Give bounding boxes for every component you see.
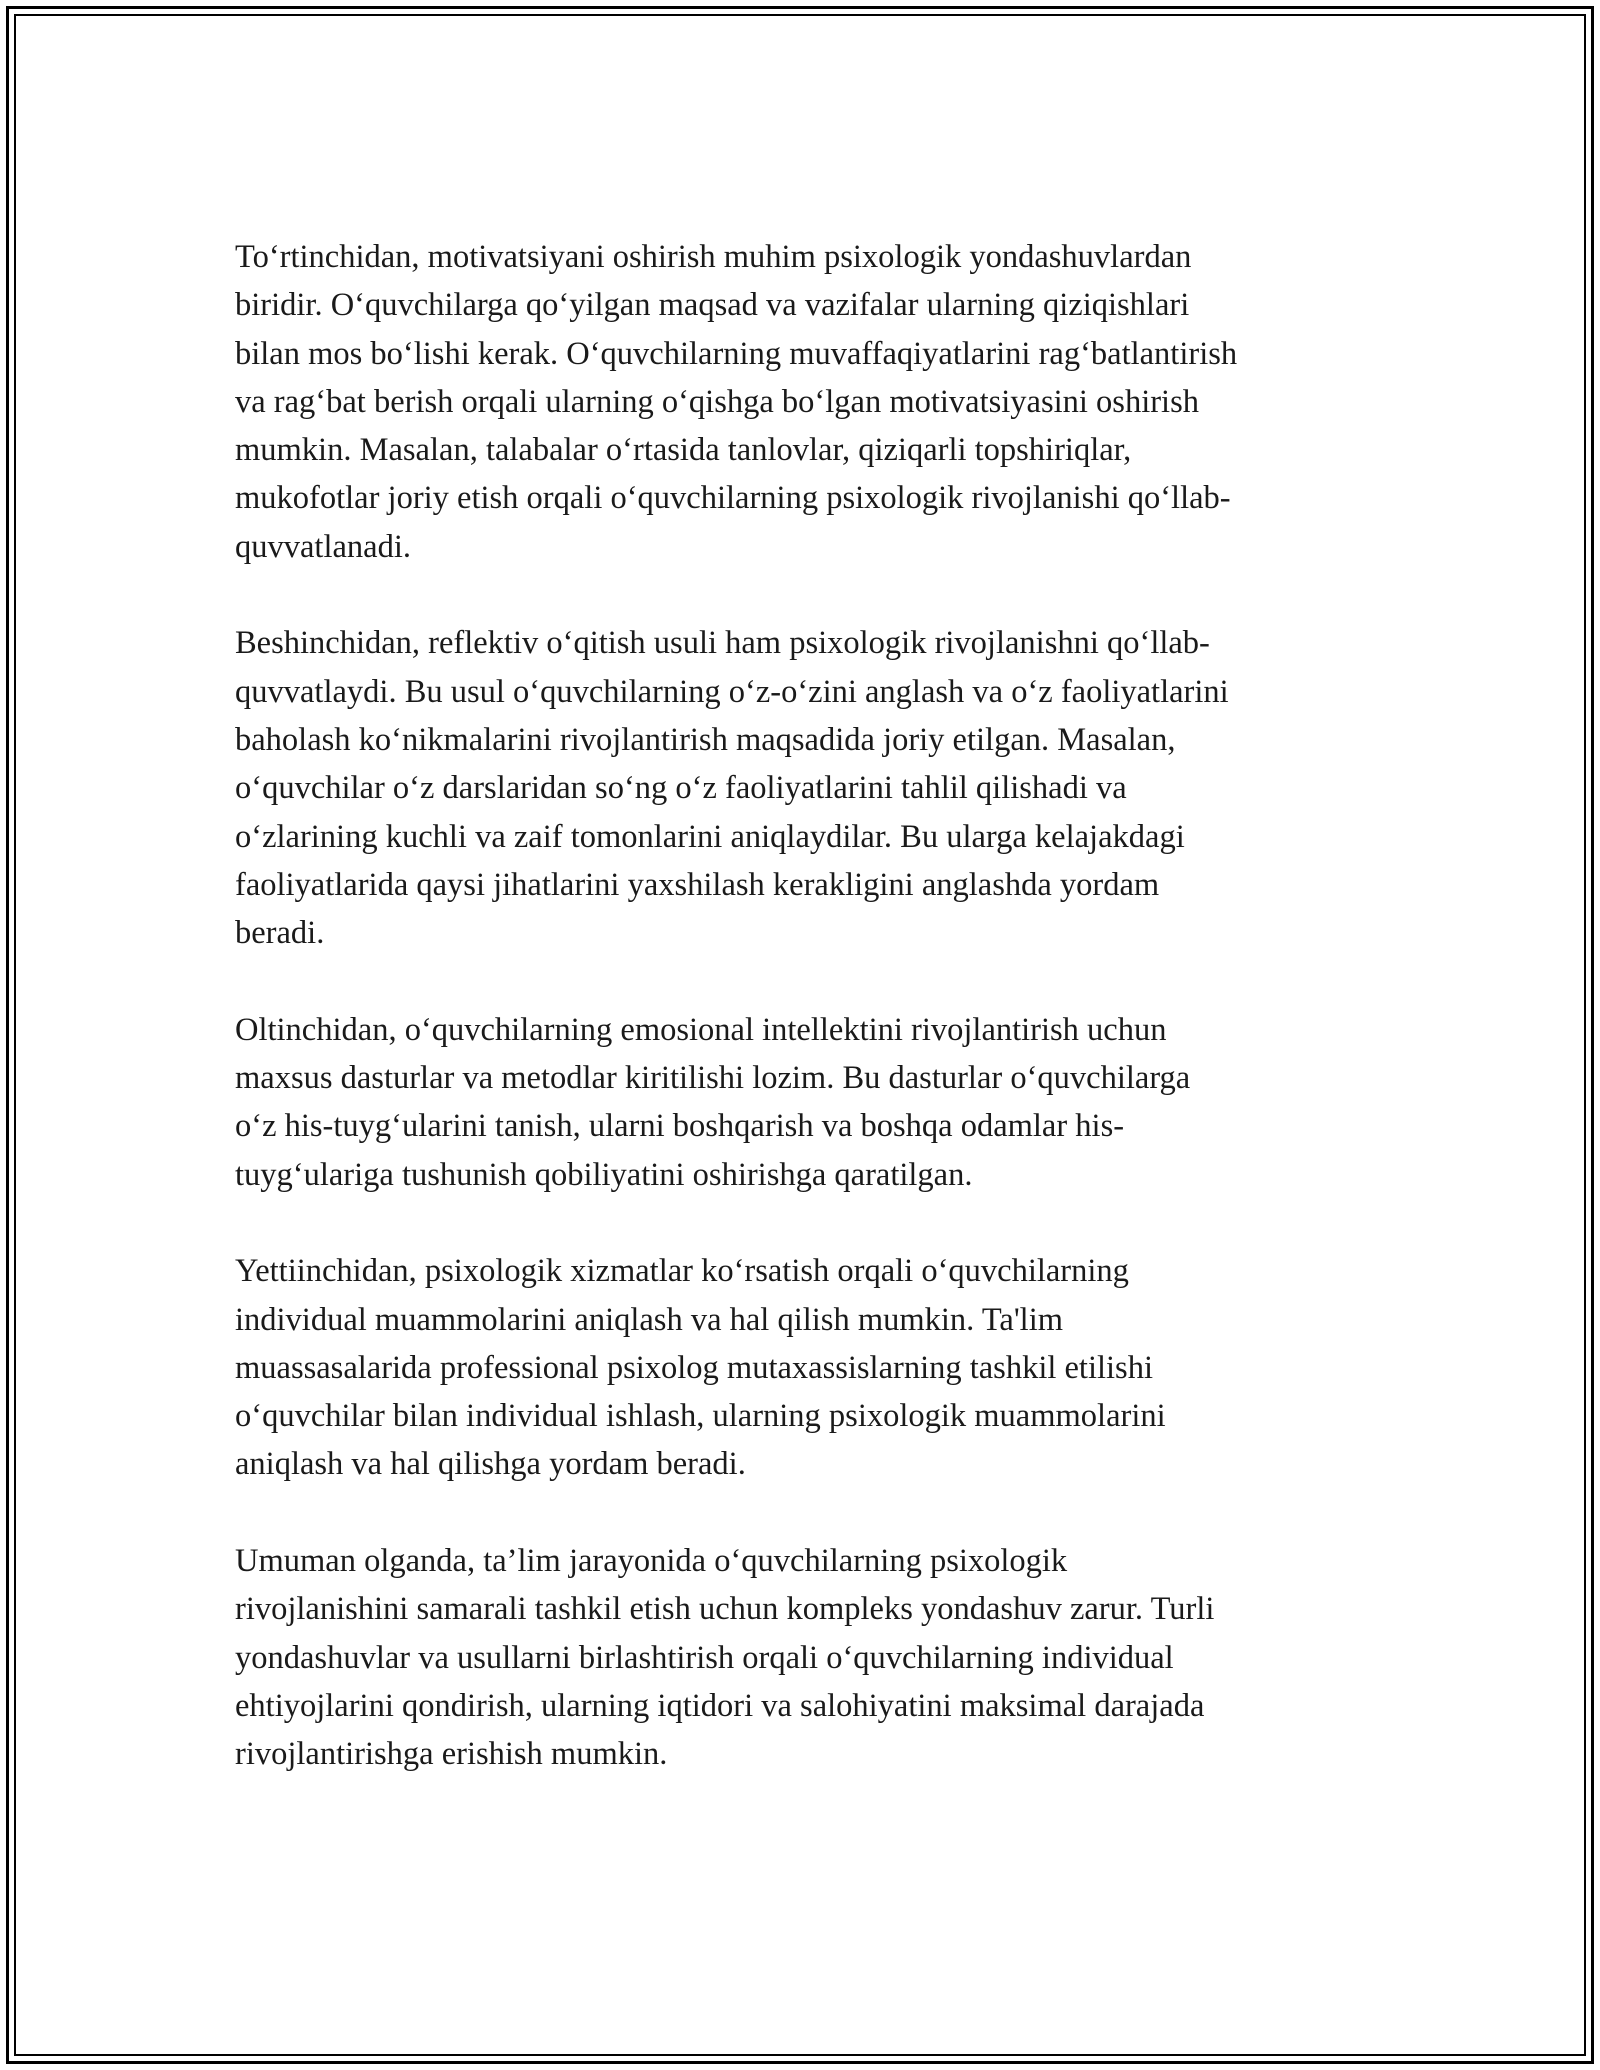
text-line: o‘quvchilar bilan individual ishlash, ularning psixologik muammolarini: [235, 1398, 1166, 1435]
paragraph-motivation: [235, 233, 1385, 571]
text-line: quvvatlanadi.: [235, 528, 411, 565]
text-line: o‘quvchilar o‘z darslaridan so‘ng o‘z faoliyatlarini tahlil qilishadi va: [235, 770, 1127, 807]
text-line: o‘zlarining kuchli va zaif tomonlarini aniqlaydilar. Bu ularga kelajakdagi: [235, 818, 1185, 855]
text-line: o‘z his-tuyg‘ularini tanish, ularni boshqarish va boshqa odamlar his-: [235, 1108, 1125, 1145]
text-line: Oltinchidan, o‘quvchilarning emosional intellektini rivojlantirish uchun: [235, 1011, 1167, 1048]
paragraph-emotional-intelligence: [235, 1006, 1385, 1199]
paragraph-conclusion: [235, 1537, 1385, 1778]
text-line: aniqlash va hal qilishga yordam beradi.: [235, 1446, 746, 1483]
text-line: va rag‘bat berish orqali ularning o‘qishga bo‘lgan motivatsiyasini oshirish: [235, 383, 1199, 420]
text-line: To‘rtinchidan, motivatsiyani oshirish muhim psixologik yondashuvlardan: [235, 239, 1192, 275]
text-line: biridir. O‘quvchilarga qo‘yilgan maqsad va vazifalar ularning qiziqishlari: [235, 287, 1190, 324]
text-line: quvvatlaydi. Bu usul o‘quvchilarning o‘z-o‘zini anglash va o‘z faoliyatlarini: [235, 673, 1229, 710]
text-line: mumkin. Masalan, talabalar o‘rtasida tanlovlar, qiziqarli topshiriqlar,: [235, 432, 1132, 469]
text-line: Beshinchidan, reflektiv o‘qitish usuli ham psixologik rivojlanishni qo‘llab-: [235, 625, 1210, 662]
text-line: ehtiyojlarini qondirish, ularning iqtidori va salohiyatini maksimal darajada: [235, 1687, 1205, 1724]
text-line: baholash ko‘nikmalarini rivojlantirish maqsadida joriy etilgan. Masalan,: [235, 721, 1176, 758]
text-line: rivojlantirishga erishish mumkin.: [235, 1736, 668, 1773]
paragraph-psychological-services: [235, 1247, 1385, 1488]
text-line: maxsus dasturlar va metodlar kiritilishi lozim. Bu dasturlar o‘quvchilarga: [235, 1060, 1191, 1097]
text-line: individual muammolarini aniqlash va hal qilish mumkin. Ta'lim: [235, 1301, 1064, 1338]
text-line: tuyg‘ulariga tushunish qobiliyatini oshirishga qaratilgan.: [235, 1156, 973, 1193]
text-line: Yettiinchidan, psixologik xizmatlar ko‘rsatish orqali o‘quvchilarning: [235, 1253, 1129, 1290]
text-line: yondashuvlar va usullarni birlashtirish orqali o‘quvchilarning individual: [235, 1639, 1174, 1676]
text-line: Umuman olganda, ta’lim jarayonida o‘quvchilarning psixologik: [235, 1543, 1068, 1580]
text-line: bilan mos bo‘lishi kerak. O‘quvchilarning muvaffaqiyatlarini rag‘batlantirish: [235, 335, 1238, 372]
text-line: mukofotlar joriy etish orqali o‘quvchilarning psixologik rivojlanishi qo‘llab-: [235, 480, 1231, 517]
text-line: muassasalarida professional psixolog mutaxassislarning tashkil etilishi: [235, 1349, 1153, 1386]
document-body: [235, 233, 1385, 1827]
text-line: rivojlanishini samarali tashkil etish uchun kompleks yondashuv zarur. Turli: [235, 1591, 1215, 1628]
text-line: beradi.: [235, 915, 325, 952]
paragraph-reflective-teaching: [235, 619, 1385, 957]
text-line: faoliyatlarida qaysi jihatlarini yaxshilash kerakligini anglashda yordam: [235, 866, 1160, 903]
